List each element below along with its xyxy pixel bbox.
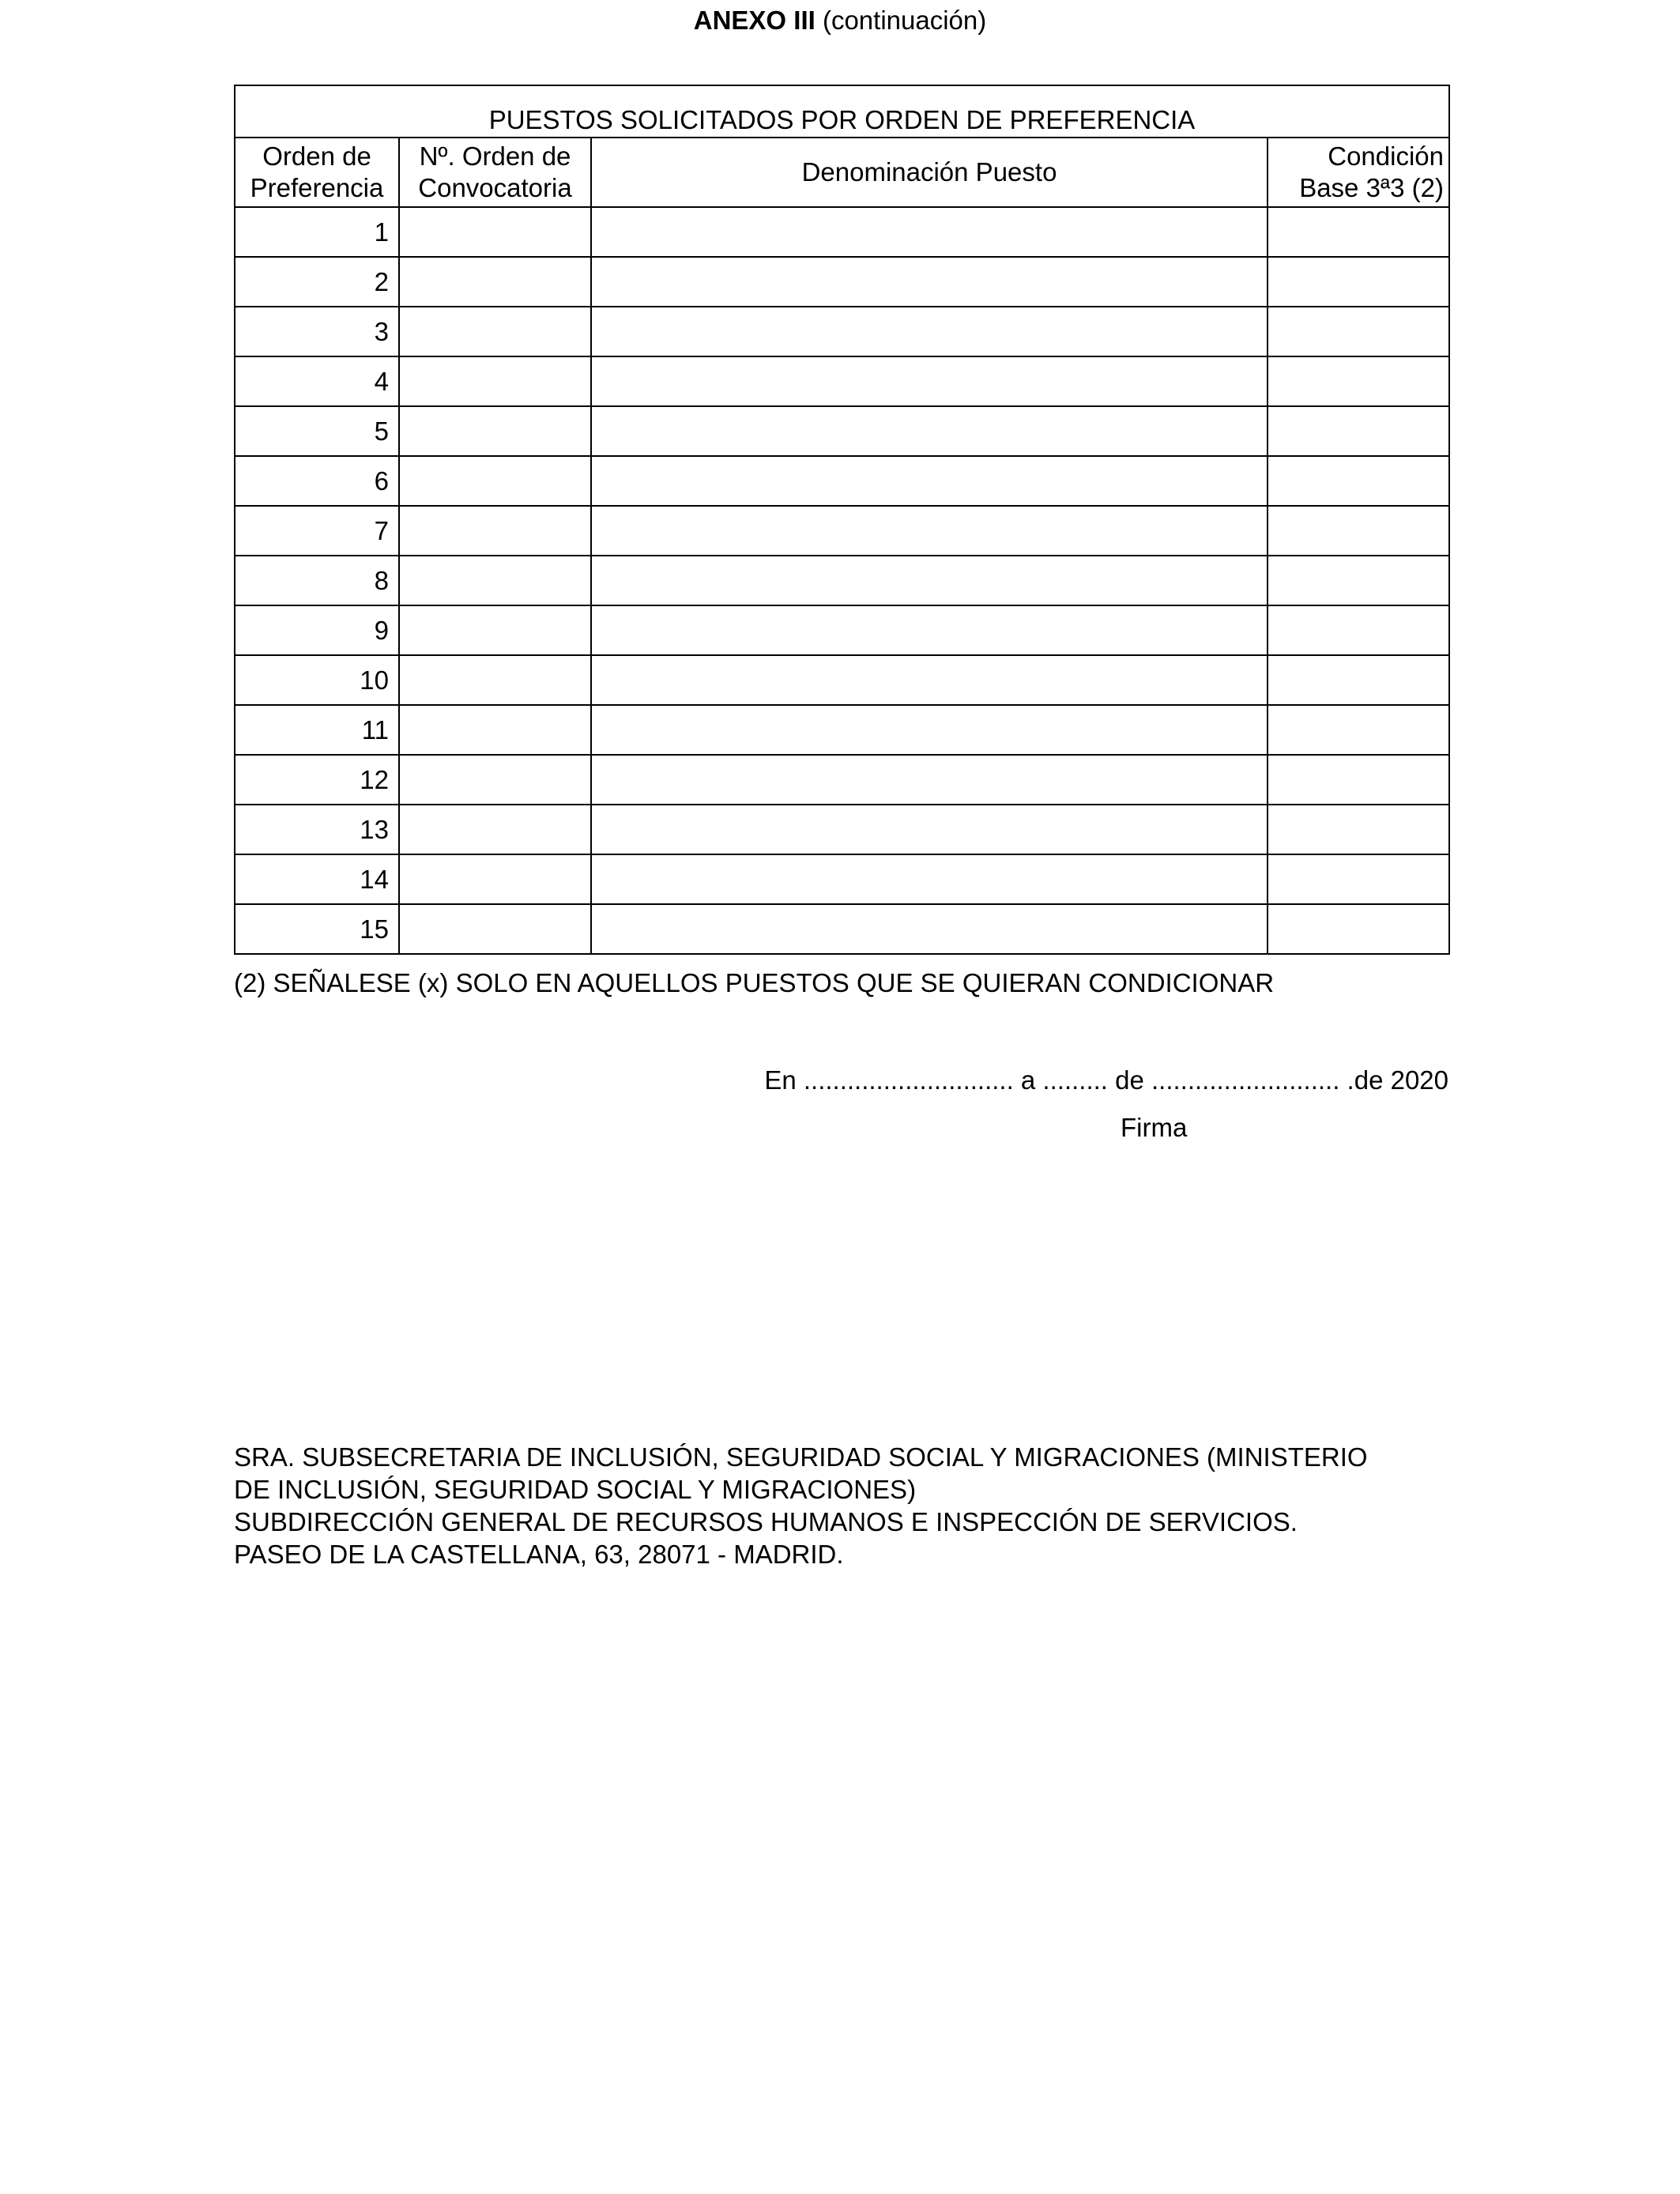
- row-order-number: 15: [235, 904, 399, 954]
- row-denominacion-cell[interactable]: [591, 356, 1268, 406]
- row-order-number: 3: [235, 307, 399, 356]
- address-line: SUBDIRECCIÓN GENERAL DE RECURSOS HUMANOS E INSPECCIÓN DE SERVICIOS.: [234, 1507, 1298, 1536]
- row-convocatoria-cell[interactable]: [399, 655, 591, 705]
- row-denominacion-cell[interactable]: [591, 655, 1268, 705]
- row-order-number: 4: [235, 356, 399, 406]
- table-row: [235, 605, 1449, 655]
- header-orden-line2: Preferencia: [250, 173, 384, 202]
- row-denominacion-cell[interactable]: [591, 207, 1268, 257]
- row-condicion-cell[interactable]: [1268, 456, 1449, 506]
- row-convocatoria-cell[interactable]: [399, 456, 591, 506]
- row-convocatoria-cell[interactable]: [399, 207, 591, 257]
- row-order-number: 8: [235, 556, 399, 605]
- annex-label: ANEXO III: [693, 6, 816, 35]
- table-row: [235, 556, 1449, 605]
- row-order-number: 1: [235, 207, 399, 257]
- header-numero-convocatoria: [399, 138, 591, 207]
- row-order-number: 12: [235, 755, 399, 805]
- table-banner-row: [235, 85, 1449, 138]
- table-row: [235, 356, 1449, 406]
- row-denominacion-cell[interactable]: [591, 904, 1268, 954]
- table-body: [235, 207, 1449, 954]
- table-row: [235, 456, 1449, 506]
- row-condicion-cell[interactable]: [1268, 605, 1449, 655]
- row-convocatoria-cell[interactable]: [399, 605, 591, 655]
- row-denominacion-cell[interactable]: [591, 805, 1268, 854]
- header-cond-line2: [1268, 172, 1444, 204]
- header-cond-note-ref: (2): [1404, 173, 1444, 202]
- row-convocatoria-cell[interactable]: [399, 257, 591, 307]
- table-row: [235, 506, 1449, 556]
- row-denominacion-cell[interactable]: [591, 406, 1268, 456]
- row-convocatoria-cell[interactable]: [399, 307, 591, 356]
- address-line: PASEO DE LA CASTELLANA, 63, 28071 - MADRID.: [234, 1540, 844, 1569]
- address-line: SRA. SUBSECRETARIA DE INCLUSIÓN, SEGURIDAD SOCIAL Y MIGRACIONES (MINISTERIO: [234, 1442, 1368, 1472]
- row-condicion-cell[interactable]: [1268, 904, 1449, 954]
- table-row: [235, 904, 1449, 954]
- table-row: [235, 307, 1449, 356]
- table-banner: PUESTOS SOLICITADOS POR ORDEN DE PREFERENCIA: [235, 85, 1449, 138]
- row-order-number: 2: [235, 257, 399, 307]
- row-convocatoria-cell[interactable]: [399, 356, 591, 406]
- row-order-number: 5: [235, 406, 399, 456]
- row-order-number: 7: [235, 506, 399, 556]
- row-denominacion-cell[interactable]: [591, 755, 1268, 805]
- row-condicion-cell[interactable]: [1268, 356, 1449, 406]
- row-denominacion-cell[interactable]: [591, 605, 1268, 655]
- row-condicion-cell[interactable]: [1268, 705, 1449, 755]
- row-denominacion-cell[interactable]: [591, 456, 1268, 506]
- footnote: (2) SEÑALESE (x) SOLO EN AQUELLOS PUESTOS QUE SE QUIERAN CONDICIONAR: [234, 968, 1275, 997]
- row-denominacion-cell[interactable]: [591, 307, 1268, 356]
- table-row: [235, 854, 1449, 904]
- row-denominacion-cell[interactable]: [591, 257, 1268, 307]
- table-row: [235, 207, 1449, 257]
- header-cond-base: Base 3ª3: [1299, 173, 1405, 202]
- row-convocatoria-cell[interactable]: [399, 904, 591, 954]
- row-condicion-cell[interactable]: [1268, 805, 1449, 854]
- row-order-number: 6: [235, 456, 399, 506]
- header-num-line2: Convocatoria: [418, 173, 572, 202]
- row-convocatoria-cell[interactable]: [399, 506, 591, 556]
- row-condicion-cell[interactable]: [1268, 755, 1449, 805]
- header-denominacion-puesto: Denominación Puesto: [591, 138, 1268, 207]
- row-convocatoria-cell[interactable]: [399, 556, 591, 605]
- row-condicion-cell[interactable]: [1268, 854, 1449, 904]
- signature-label: Firma: [1121, 1113, 1188, 1142]
- address-line: DE INCLUSIÓN, SEGURIDAD SOCIAL Y MIGRACIONES): [234, 1475, 917, 1504]
- row-condicion-cell[interactable]: [1268, 556, 1449, 605]
- row-condicion-cell[interactable]: [1268, 506, 1449, 556]
- row-condicion-cell[interactable]: [1268, 207, 1449, 257]
- date-line: En ............................. a ......... de .......................... .de 2020: [764, 1065, 1448, 1095]
- row-condicion-cell[interactable]: [1268, 655, 1449, 705]
- row-condicion-cell[interactable]: [1268, 257, 1449, 307]
- row-order-number: 13: [235, 805, 399, 854]
- row-order-number: 9: [235, 605, 399, 655]
- row-denominacion-cell[interactable]: [591, 556, 1268, 605]
- table-header-row: [235, 138, 1449, 207]
- row-denominacion-cell[interactable]: [591, 854, 1268, 904]
- row-convocatoria-cell[interactable]: [399, 805, 591, 854]
- table-row: [235, 705, 1449, 755]
- row-denominacion-cell[interactable]: [591, 705, 1268, 755]
- row-denominacion-cell[interactable]: [591, 506, 1268, 556]
- annex-continuation: (continuación): [815, 6, 987, 35]
- header-num-line1: Nº. Orden de: [419, 141, 571, 171]
- row-order-number: 11: [235, 705, 399, 755]
- header-condicion: [1268, 138, 1449, 207]
- table-row: [235, 406, 1449, 456]
- header-orden-preferencia: [235, 138, 399, 207]
- row-convocatoria-cell[interactable]: [399, 755, 591, 805]
- table-row: [235, 257, 1449, 307]
- header-orden-line1: Orden de: [262, 141, 371, 171]
- row-convocatoria-cell[interactable]: [399, 854, 591, 904]
- table-row: [235, 805, 1449, 854]
- table-row: [235, 655, 1449, 705]
- page-title: [0, 5, 1680, 36]
- recipient-address: [234, 1441, 1467, 1570]
- row-condicion-cell[interactable]: [1268, 406, 1449, 456]
- row-condicion-cell[interactable]: [1268, 307, 1449, 356]
- table-row: [235, 755, 1449, 805]
- preferences-table: [234, 85, 1450, 955]
- row-convocatoria-cell[interactable]: [399, 406, 591, 456]
- row-convocatoria-cell[interactable]: [399, 705, 591, 755]
- row-order-number: 10: [235, 655, 399, 705]
- row-order-number: 14: [235, 854, 399, 904]
- header-cond-line1: Condición: [1328, 141, 1444, 171]
